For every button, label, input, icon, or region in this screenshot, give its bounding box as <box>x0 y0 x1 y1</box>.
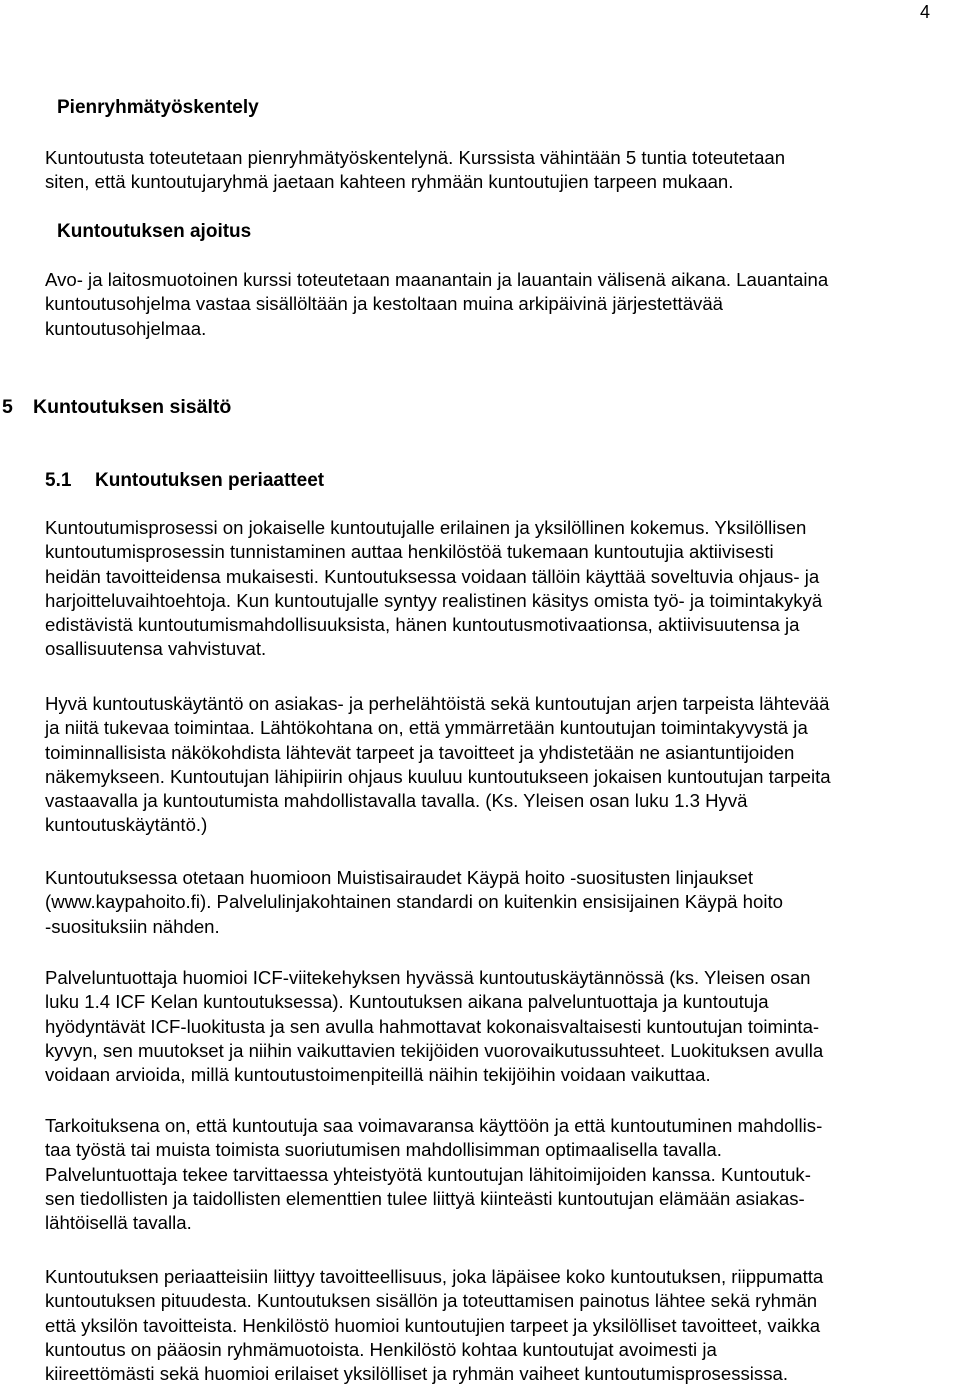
text-line: toiminnallisista näkökohdista lähtevät tarpeet ja tavoitteet ja yhdistetään ne asiantuntijoiden <box>45 741 795 763</box>
text-line: Kuntoutumisprosessi on jokaiselle kuntoutujalle erilainen ja yksilöllinen kokemus. Yksilöllisen <box>45 517 807 538</box>
paragraph-periaatteet-1 <box>45 516 945 662</box>
paragraph-periaatteet-4 <box>45 966 945 1087</box>
text-line: Tarkoituksena on, että kuntoutuja saa voimavaransa käyttöön ja että kuntoutuminen mahdollis- <box>45 1115 823 1136</box>
text-line: Palveluntuottaja tekee tarvittaessa yhteistyötä kuntoutujan lähitoimijoiden kanssa. Kuntoutuk- <box>45 1163 811 1185</box>
chapter-number: 5 <box>2 396 13 418</box>
chapter-title: Kuntoutuksen sisältö <box>33 396 232 418</box>
text-line: siten, että kuntoutujaryhmä jaetaan kahteen ryhmään kuntoutujien tarpeen mukaan. <box>45 171 734 193</box>
text-line: näkemykseen. Kuntoutujan lähipiirin ohjaus kuuluu kuntoutukseen jokaisen kuntoutujan tarpeita <box>45 765 831 787</box>
text-line: vastaavalla ja kuntoutumista mahdollistavalla tavalla. (Ks. Yleisen osan luku 1.3 Hyvä <box>45 790 748 812</box>
text-line: osallisuutensa vahvistuvat. <box>45 638 267 660</box>
text-line: kuntoutumisprosessin tunnistaminen auttaa henkilöstöä tukemaan kuntoutujia aktiivisesti <box>45 541 774 563</box>
section-heading-pienryhmatyoskentely: Pienryhmätyöskentely <box>57 97 259 118</box>
text-line: kuntoutuskäytäntö.) <box>45 814 208 836</box>
text-line: kuntoutusohjelma vastaa sisällöltään ja kestoltaan muina arkipäivinä järjestettävää <box>45 293 724 315</box>
text-line: kyvyn, sen muutokset ja niihin vaikuttavien tekijöiden vuorovaikutussuhteet. Luokituksen avulla <box>45 1039 824 1061</box>
paragraph-pienryhmatyoskentely <box>45 146 945 195</box>
text-line: Hyvä kuntoutuskäytäntö on asiakas- ja perhelähtöistä sekä kuntoutujan arjen tarpeista lähtevää <box>45 693 830 714</box>
text-line: Kuntoutusta toteutetaan pienryhmätyöskentelynä. Kurssista vähintään 5 tuntia toteutetaan <box>45 147 786 168</box>
paragraph-periaatteet-2 <box>45 692 945 838</box>
text-line: että yksilön tavoitteista. Henkilöstö huomioi kuntoutujien tarpeet ja yksilölliset tavoitteet, vaikka <box>45 1314 821 1336</box>
text-line: kuntoutuksen pituudesta. Kuntoutuksen sisällön ja toteuttamisen painotus lähtee sekä ryhmän <box>45 1290 818 1312</box>
text-line: Palveluntuottaja huomioi ICF-viitekehyksen hyvässä kuntoutuskäytännössä (ks. Yleisen osan <box>45 967 811 988</box>
text-line: taa työstä tai muista toimista suoriutumisen mahdollisimman optimaalisella tavalla. <box>45 1139 722 1161</box>
text-line: ja niitä tukevaa toimintaa. Lähtökohtana on, että ymmärretään kuntoutujan toimintakyvystä ja <box>45 717 808 739</box>
paragraph-periaatteet-6 <box>45 1265 945 1386</box>
text-line: lähtöisellä tavalla. <box>45 1212 192 1234</box>
text-line: hyödyntävät ICF-luokitusta ja sen avulla hahmottavat kokonaisvaltaisesti kuntoutujan toiminta- <box>45 1015 820 1037</box>
text-line: voidaan arvioida, millä kuntoutustoimenpiteillä näihin tekijöihin voidaan vaikuttaa. <box>45 1064 711 1086</box>
text-line: kuntoutus on pääosin ryhmämuotoista. Henkilöstö kohtaa kuntoutujat avoimesti ja <box>45 1338 717 1360</box>
text-line: (www.kaypahoito.fi). Palvelulinjakohtainen standardi on kuitenkin ensisijainen Käypä hoito <box>45 891 783 913</box>
subsection-title: Kuntoutuksen periaatteet <box>95 470 325 491</box>
text-line: Avo- ja laitosmuotoinen kurssi toteutetaan maanantain ja lauantain välisenä aikana. Lauantaina <box>45 269 829 290</box>
text-line: kuntoutusohjelmaa. <box>45 317 207 339</box>
page-number: 4 <box>919 2 930 22</box>
text-line: heidän tavoitteidensa mukaisesti. Kuntoutuksessa voidaan tällöin käyttää soveltuvia ohjaus- ja <box>45 565 820 587</box>
text-line: sen tiedollisten ja taidollisten elementtien tulee liittyä kiinteästi kuntoutujan elämään asiakas- <box>45 1187 805 1209</box>
paragraph-periaatteet-3 <box>45 866 945 939</box>
text-line: Kuntoutuksessa otetaan huomioon Muistisairaudet Käypä hoito -suositusten linjaukset <box>45 867 754 888</box>
text-line: edistävistä kuntoutumismahdollisuuksista, hänen kuntoutusmotivaationsa, aktiivisuutensa ja <box>45 614 800 636</box>
text-line: Kuntoutuksen periaatteisiin liittyy tavoitteellisuus, joka läpäisee koko kuntoutuksen, riippumatta <box>45 1266 824 1287</box>
paragraph-ajoitus <box>45 268 945 341</box>
paragraph-periaatteet-5 <box>45 1114 945 1235</box>
text-line: -suosituksiin nähden. <box>45 915 220 937</box>
subsection-number: 5.1 <box>45 470 72 491</box>
section-heading-ajoitus: Kuntoutuksen ajoitus <box>57 221 252 242</box>
text-line: luku 1.4 ICF Kelan kuntoutuksessa). Kuntoutuksen aikana palveluntuottaja ja kuntoutuja <box>45 991 769 1013</box>
text-line: harjoitteluvaihtoehtoja. Kun kuntoutujalle syntyy realistinen käsitys omista työ- ja toimintakykyä <box>45 589 823 611</box>
text-line: kiireettömästi sekä huomioi erilaiset yksilölliset ja ryhmän vaiheet kuntoutumisprosessissa. <box>45 1363 789 1385</box>
